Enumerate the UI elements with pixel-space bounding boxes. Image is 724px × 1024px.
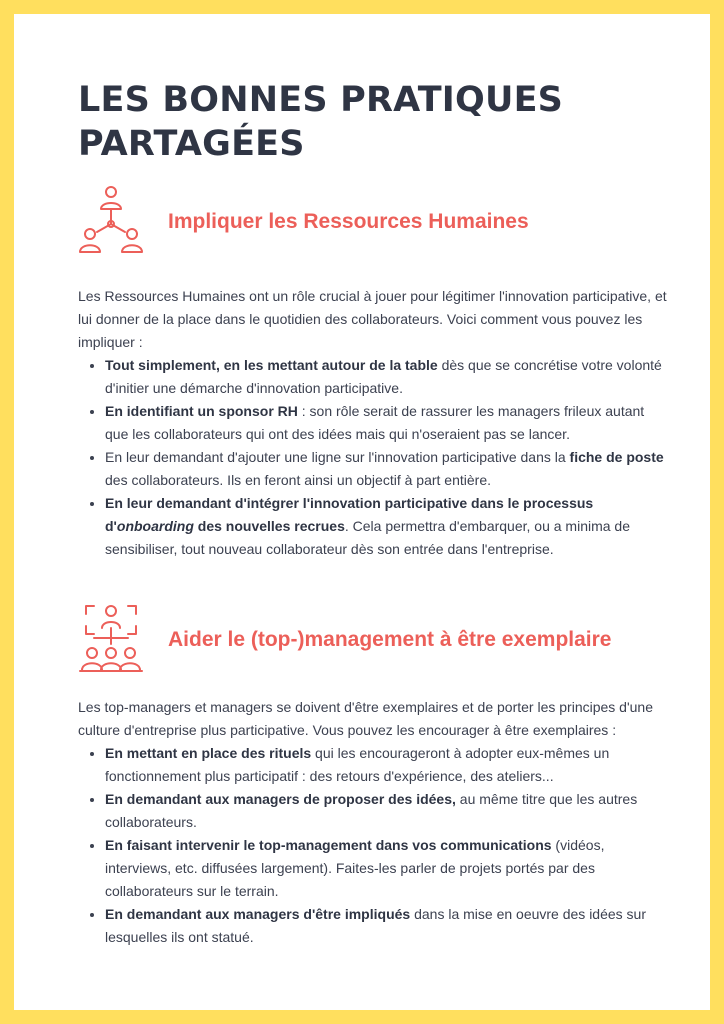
bold-text: En faisant intervenir le top-management dans vos communications — [105, 837, 552, 853]
list-item — [105, 834, 668, 903]
section-1-body — [78, 285, 668, 561]
bold-text: des nouvelles recrues — [193, 518, 345, 534]
section-2-heading: Aider le (top-)management à être exemplaire — [168, 628, 612, 651]
item-text: qui les encourageront à adopter eux-mêmes un fonctionnement plus participatif : des retours d'expérience, des ateliers... — [105, 745, 610, 784]
item-text: : son rôle serait de rassurer les managers frileux autant que les collaborateurs qui ont des idées mais qui n'oseraient pas se lancer. — [105, 403, 645, 442]
page-title-line-2: PARTAGÉES — [78, 124, 305, 164]
section-1-header — [78, 182, 678, 254]
item-text: . Cela permettra d'embarquer, ou a minima de sensibiliser, tout nouveau collaborateur dès son entrée dans l'entreprise. — [105, 518, 631, 557]
list-item — [105, 446, 668, 492]
bold-text: En mettant en place des rituels — [105, 745, 312, 761]
page-title-line-1: LES BONNES PRATIQUES — [78, 80, 564, 120]
item-text: (vidéos, interviews, etc. diffusées largement). Faites-les parler de projets portés par des collaborateurs sur le terrain. — [105, 837, 605, 899]
bold-text: En leur demandant d'intégrer l'innovation participative dans le processus d' — [105, 495, 594, 534]
item-text: des collaborateurs. Ils en feront ainsi un objectif à part entière. — [105, 472, 491, 488]
section-1-heading: Impliquer les Ressources Humaines — [168, 210, 529, 233]
section-2-intro: Les top-managers et managers se doivent d'être exemplaires et de porter les principes d'une culture d'entreprise plus participative. Vous pouvez les encourager à être exemplaires : — [78, 699, 653, 738]
people-network-icon — [78, 182, 144, 254]
list-item — [105, 903, 668, 949]
item-text: En leur demandant d'ajouter une ligne sur l'innovation participative dans la — [105, 449, 570, 465]
list-item — [105, 742, 668, 788]
bold-text: fiche de poste — [569, 449, 664, 465]
bold-text: Tout simplement, en les mettant autour de la table — [105, 357, 438, 373]
presentation-team-icon — [78, 600, 144, 672]
item-text: au même titre que les autres collaborateurs. — [105, 791, 638, 830]
list-item — [105, 492, 668, 561]
section-1-list — [78, 354, 668, 561]
section-1-intro: Les Ressources Humaines ont un rôle crucial à jouer pour légitimer l'innovation participative, et lui donner de la place dans le quotidien des collaborateurs. Voici comment vous pouvez les impliquer : — [78, 288, 667, 350]
bold-text: En identifiant un sponsor RH — [105, 403, 298, 419]
italic-bold-text: onboarding — [116, 518, 194, 534]
list-item — [105, 788, 668, 834]
bold-text: En demandant aux managers d'être impliqués — [105, 906, 411, 922]
section-2-list — [78, 742, 668, 949]
list-item — [105, 400, 668, 446]
page-title — [78, 78, 678, 166]
section-2-header — [78, 600, 678, 672]
list-item — [105, 354, 668, 400]
bold-text: En demandant aux managers de proposer des idées, — [105, 791, 456, 807]
item-text: dès que se concrétise votre volonté d'initier une démarche d'innovation participative. — [105, 357, 662, 396]
item-text: dans la mise en oeuvre des idées sur lesquelles ils ont statué. — [105, 906, 647, 945]
section-2-body — [78, 696, 668, 949]
